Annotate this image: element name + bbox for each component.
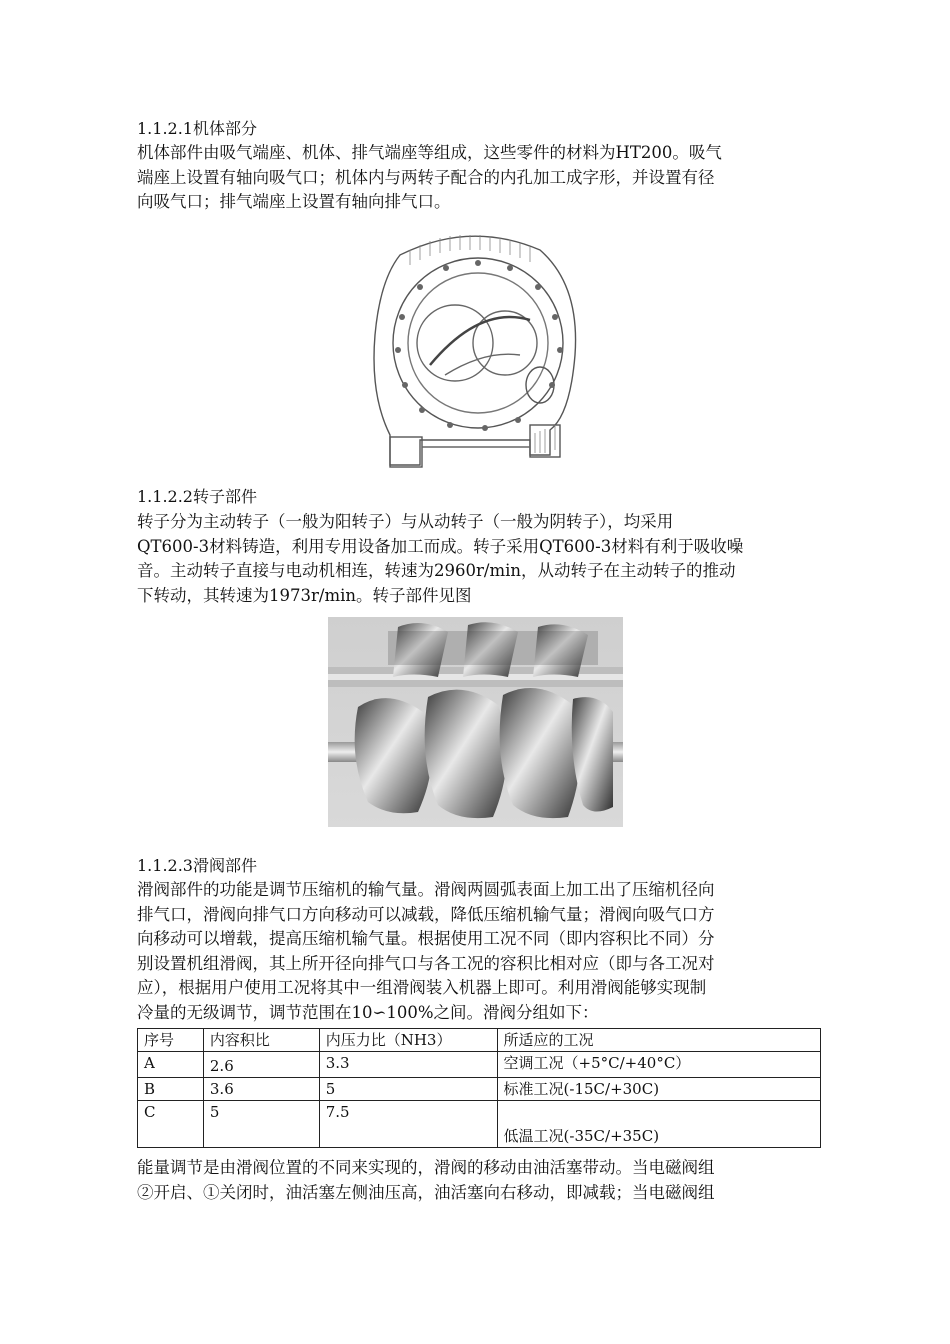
table-header-row xyxy=(138,1029,821,1052)
paragraph-line: 向移动可以增载，提高压缩机输气量。根据使用工况不同（即内容积比不同）分 xyxy=(137,929,715,948)
table-cell: 标准工况(-15C/+30C) xyxy=(497,1078,820,1101)
compressor-body-drawing xyxy=(360,225,590,475)
table-header-cell: 内容积比 xyxy=(203,1029,319,1052)
paragraph-line: ②开启、①关闭时，油活塞左侧油压高，油活塞向右移动，即减载；当电磁阀组 xyxy=(137,1182,715,1202)
table-header-cell: 内压力比（NH3） xyxy=(319,1029,497,1052)
paragraph-line: 别设置机组滑阀，其上所开径向排气口与各工况的容积比相对应（即与各工况对 xyxy=(137,953,715,973)
section-heading-rotor-part: 1.1.2.2转子部件 xyxy=(137,487,257,506)
paragraph-line: 端座上设置有轴向吸气口；机体内与两转子配合的内孔加工成字形，并设置有径 xyxy=(137,167,715,187)
section-heading-body-part: 1.1.2.1机体部分 xyxy=(137,119,257,138)
table-cell: 低温工况(-35C/+35C) xyxy=(497,1101,820,1148)
table-cell: 3.6 xyxy=(203,1078,319,1101)
table-row xyxy=(138,1078,821,1101)
paragraph-line: 应），根据用户使用工况将其中一组滑阀装入机器上即可。利用滑阀能够实现制 xyxy=(137,978,707,997)
paragraph-capacity-control xyxy=(137,1156,715,1205)
table-cell: 5 xyxy=(203,1101,319,1148)
paragraph-slide-valve xyxy=(137,878,715,1025)
table-cell: 7.5 xyxy=(319,1101,497,1148)
paragraph-line: 转子分为主动转子（一般为阳转子）与从动转子（一般为阴转子），均采用 xyxy=(137,512,674,531)
table-row xyxy=(138,1101,821,1148)
slide-valve-group-table xyxy=(137,1028,821,1148)
paragraph-line: 冷量的无级调节，调节范围在10∽100%之间。滑阀分组如下： xyxy=(137,1002,599,1022)
paragraph-line: 排气口，滑阀向排气口方向移动可以减载，降低压缩机输气量；滑阀向吸气口方 xyxy=(137,904,715,924)
table-header-cell: 所适应的工况 xyxy=(497,1029,820,1052)
section-heading-slide-valve: 1.1.2.3滑阀部件 xyxy=(137,856,257,875)
table-cell: 2.6 xyxy=(203,1052,319,1078)
paragraph-line: 滑阀部件的功能是调节压缩机的输气量。滑阀两圆弧表面上加工出了压缩机径向 xyxy=(137,880,715,899)
table-header-cell: 序号 xyxy=(138,1029,204,1052)
paragraph-line: 音。主动转子直接与电动机相连，转速为2960r/min，从动转子在主动转子的推动 xyxy=(137,561,736,580)
table-row xyxy=(138,1052,821,1078)
table-cell: C xyxy=(138,1101,204,1148)
paragraph-line: QT600-3材料铸造，利用专用设备加工而成。转子采用QT600-3材料有利于吸收噪 xyxy=(137,536,744,556)
table-cell: 空调工况（+5°C/+40°C） xyxy=(497,1052,820,1078)
table-cell: 3.3 xyxy=(319,1052,497,1078)
paragraph-line: 机体部件由吸气端座、机体、排气端座等组成，这些零件的材料为HT200。吸气 xyxy=(137,143,722,162)
paragraph-line: 能量调节是由滑阀位置的不同来实现的，滑阀的移动由油活塞带动。当电磁阀组 xyxy=(137,1158,715,1177)
table-cell: A xyxy=(138,1052,204,1078)
table-cell: B xyxy=(138,1078,204,1101)
paragraph-line: 向吸气口；排气端座上设置有轴向排气口。 xyxy=(137,192,451,211)
screw-rotor-photo xyxy=(328,617,623,827)
paragraph-line: 下转动，其转速为1973r/min。转子部件见图 xyxy=(137,585,472,605)
paragraph-body-part xyxy=(137,141,722,215)
paragraph-rotor-part xyxy=(137,510,743,608)
table-cell: 5 xyxy=(319,1078,497,1101)
